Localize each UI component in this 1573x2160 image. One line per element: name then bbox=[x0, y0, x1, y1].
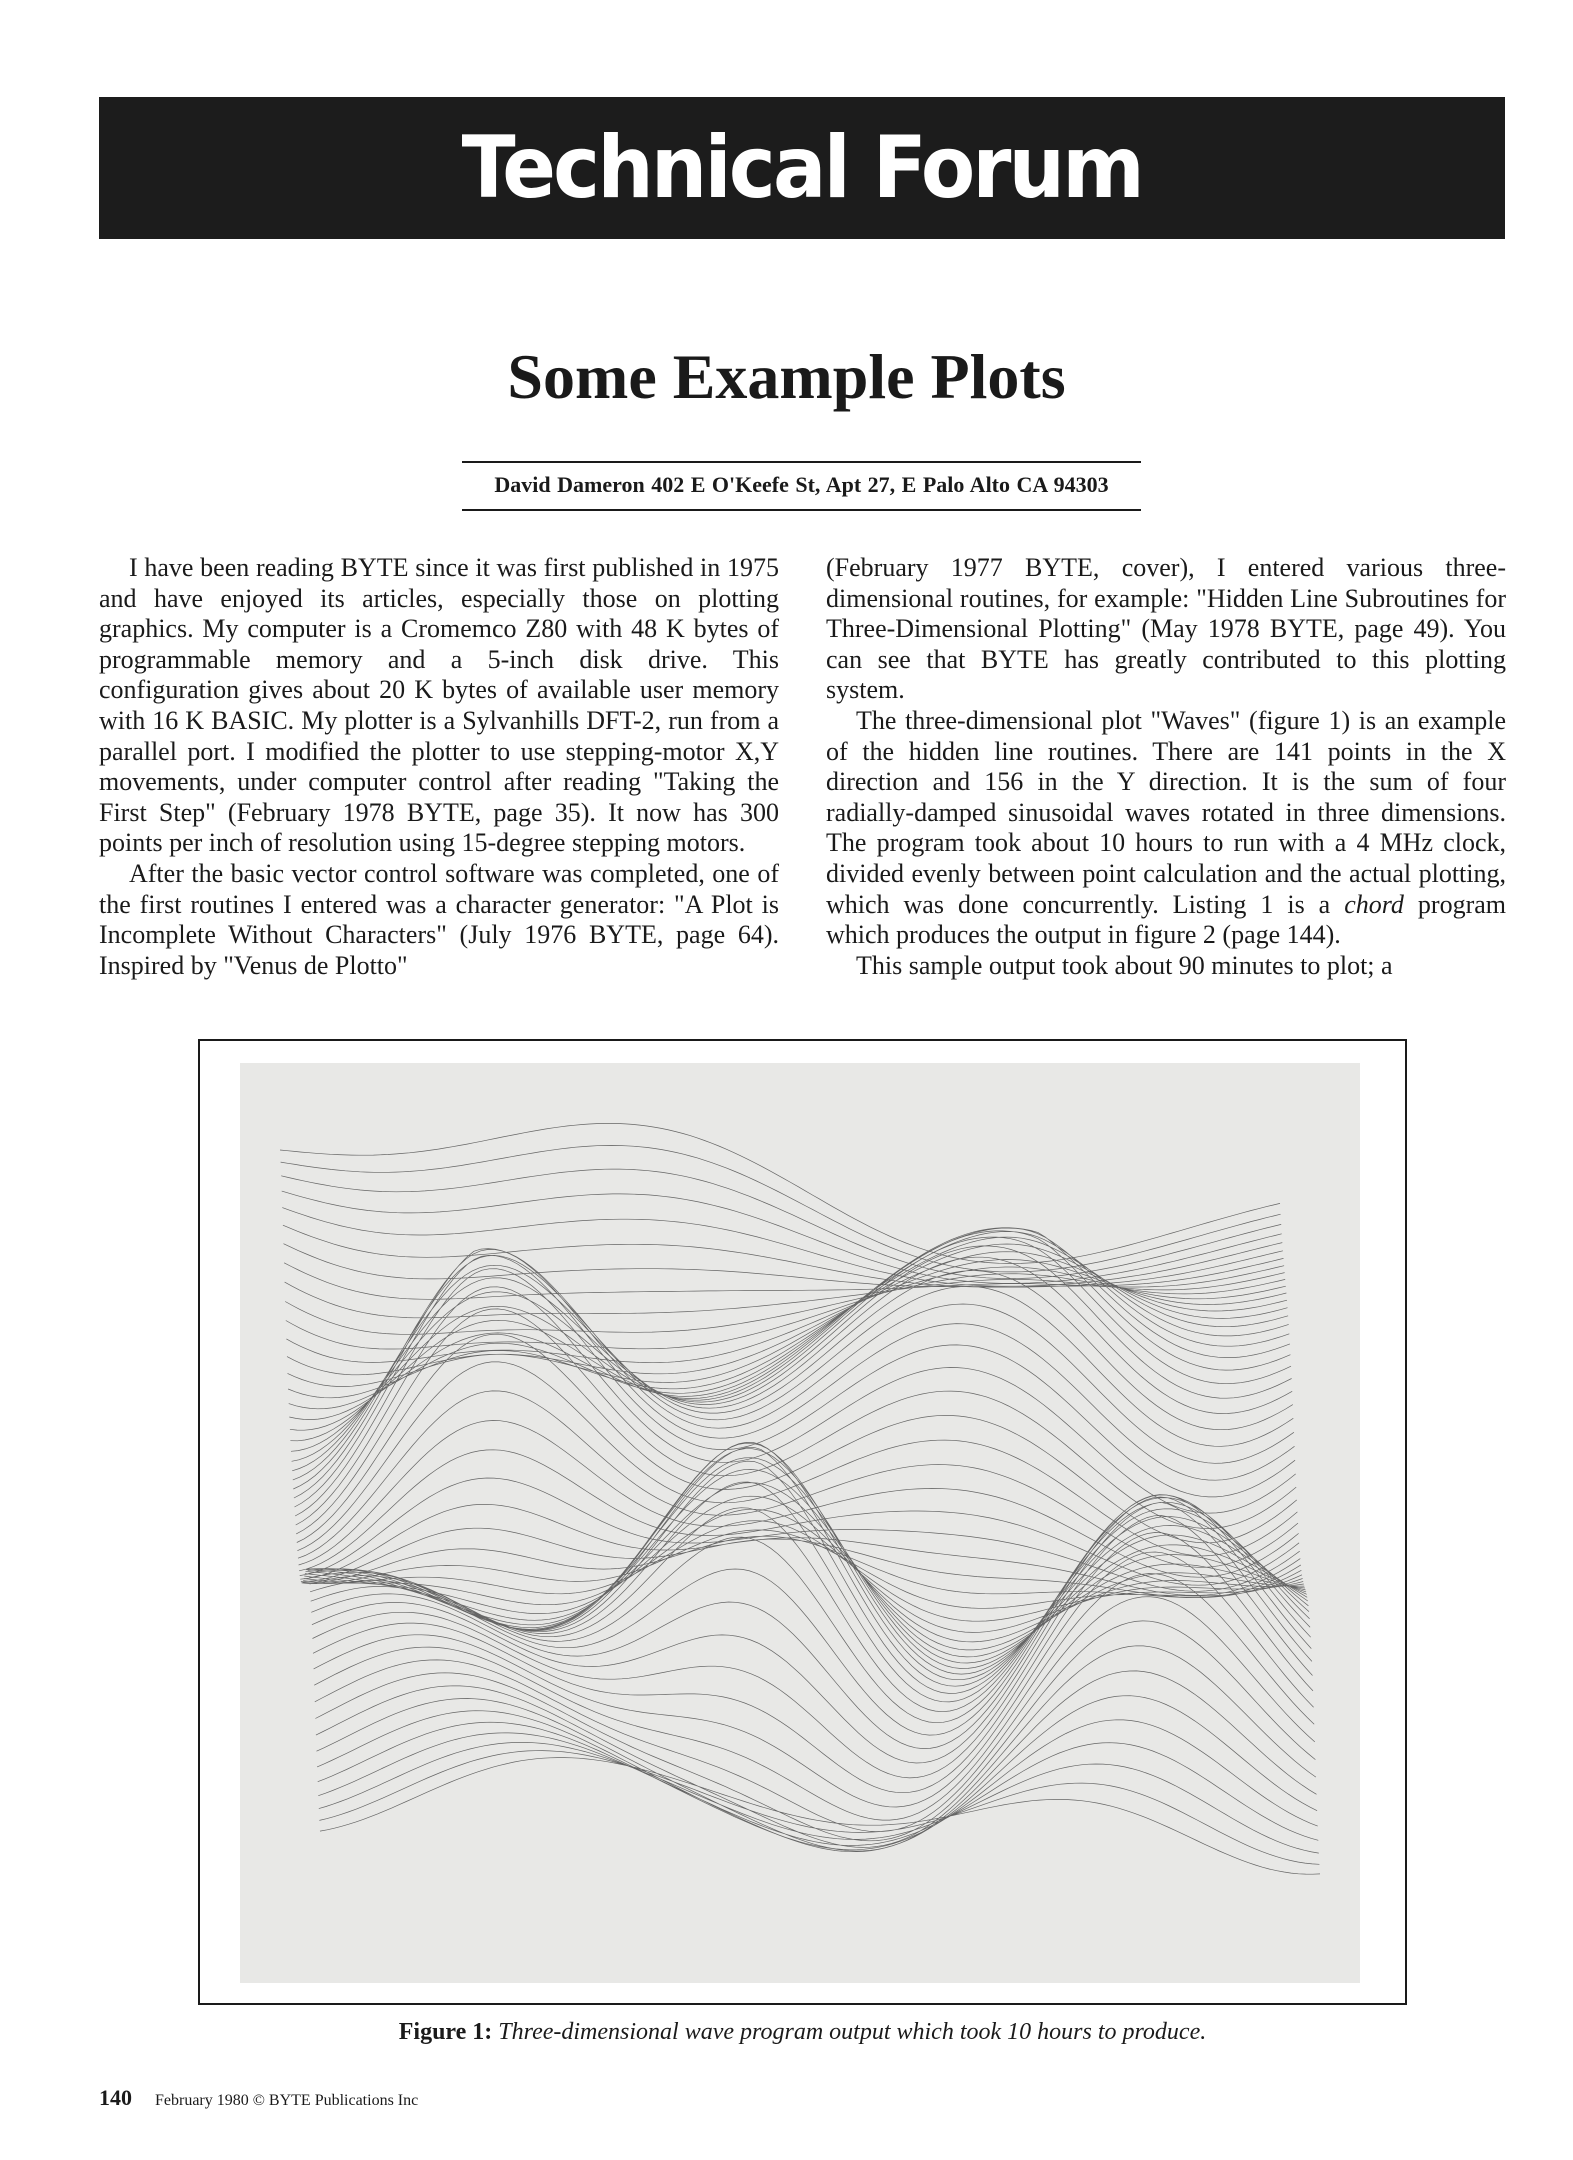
paragraph: This sample output took about 90 minutes to plot; a bbox=[856, 950, 1393, 980]
author-rule-bottom bbox=[462, 509, 1141, 511]
article-title: Some Example Plots bbox=[507, 341, 1066, 412]
footer-text: February 1980 © BYTE Publications Inc bbox=[155, 2092, 419, 2109]
emphasis-text: chord bbox=[1344, 889, 1404, 919]
author-rule-top bbox=[462, 461, 1141, 463]
paragraph: After the basic vector control software was completed, one of the first routines I entered was a character generator: "A Plot is Incomplete Without Characters" (July 1976 BYTE, page 64). Inspired by "Venus de Plotto" bbox=[99, 858, 779, 980]
author-line: David Dameron 402 E O'Keefe St, Apt 27, E Palo Alto CA 94303 bbox=[494, 472, 1109, 497]
paragraph: I have been reading BYTE since it was first published in 1975 and have enjoyed its articles, especially those on plotting graphics. My computer is a Cromemco Z80 with 48 K bytes of programmable memory and a 5-inch disk drive. This configuration gives about 20 K bytes of available user memory with 16 K BASIC. My plotter is a Sylvanhills DFT-2, run from a parallel port. I modified the plotter to use stepping-motor X,Y movements, under computer control after reading "Taking the First Step" (February 1978 BYTE, page 35). It now has 300 points per inch of resolution using 15-degree stepping motors. bbox=[99, 553, 779, 858]
figure-caption bbox=[198, 2019, 1407, 2046]
wave-mesh-lines bbox=[280, 1123, 1320, 1874]
figure-frame bbox=[198, 1039, 1407, 2005]
left-column bbox=[99, 553, 779, 981]
section-banner bbox=[99, 97, 1505, 239]
paragraph bbox=[826, 706, 1506, 951]
paragraph: (February 1977 BYTE, cover), I entered various three-dimensional routines, for example: "Hidden Line Subroutines for Three-Dimensional Plotting" (May 1978 BYTE, page 49). You can see that BYTE has greatly contributed to this plotting system. bbox=[826, 553, 1506, 705]
figure-label: Figure 1: bbox=[398, 2019, 493, 2045]
page-footer bbox=[99, 2085, 418, 2111]
figure-caption-text: Three-dimensional wave program output which took 10 hours to produce. bbox=[498, 2019, 1207, 2045]
wave-plot-drawing bbox=[240, 1063, 1360, 1983]
page-number: 140 bbox=[99, 2085, 132, 2110]
paragraph-text: program which produces the output in figure 2 (page 144). bbox=[826, 889, 1506, 950]
section-title: Technical Forum bbox=[461, 118, 1143, 218]
wave-plot-image bbox=[240, 1063, 1360, 1983]
right-column bbox=[826, 553, 1506, 981]
paragraph-text: The three-dimensional plot "Waves" (figure 1) is an example of the hidden line routines. There are 141 points in the X direction and 156 in the Y direction. It is the sum of four radially-damped sinusoidal waves rotated in three dimensions. The program took about 10 hours to run with a 4 MHz clock, divided evenly between point calculation and the actual plotting, which was done concurrently. Listing 1 is a bbox=[826, 705, 1506, 919]
